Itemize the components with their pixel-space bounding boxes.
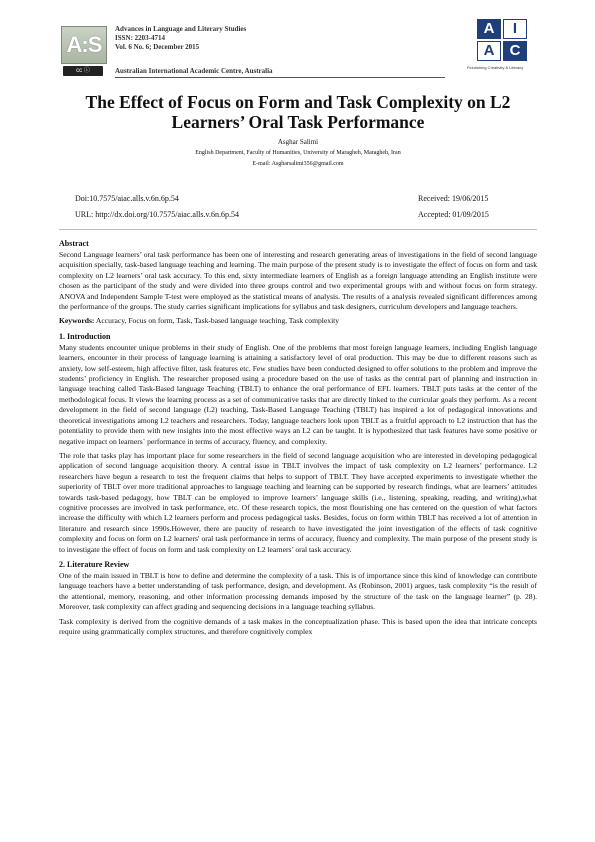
section-heading: 1. Introduction — [59, 331, 111, 341]
section-heading: 2. Literature Review — [59, 559, 130, 569]
doi-text[interactable]: Doi:10.7575/aiac.alls.v.6n.6p.54 — [75, 194, 179, 203]
keywords-label: Keywords: — [59, 316, 95, 326]
paragraph: Task complexity is derived from the cognitive demands of a task makes in the conceptualization phase. This is based upon the idea that intricate concepts require using grammatically complex structures, and therefore cognitively complex — [59, 616, 537, 636]
journal-issn: ISSN: 2203-4714 — [115, 34, 165, 42]
aiac-tagline: Flourishing Creativity & Literacy — [467, 65, 524, 70]
paragraph: The role that tasks play has important place for some researchers in the field of second language acquisition who are interested in developing pedagogical application of second language acquisition theory. A central issue in TBLT involves the impact of task complexity on L2 learners’ performance. L2 researchers have begun a research to test the frequent claims that helps to support of TBLT. They have accepted experiments to investigate whether the superiority of TBLT over more traditional approaches to language teaching and learning can be supported by research findings, what are learners’ attitudes towards task-based pedagogy, how TBLT can be employed to improve learners’ language skills (i.e., listening, speaking, reading, and writing),what cognitive processes are involved in task performance, etc. Of these research topics, the most flourishing one has centered on the question of what factors increase the difficulty with which L2 learners perform and process pedagogical tasks. Besides, focus on form within TBLT has received a lot of attention in literature and research since 1990s.However, there are paucity of research to have investigated the joint investigation of the effects of task cognitive complexity and focus on form on L2 learners' oral task performance in terms of accuracy, fluency and complexity. The main purpose of the present study is to investigate the effect of focus on form and task complexity on L2 learners’ oral task accuracy. — [59, 450, 537, 554]
article-title: The Effect of Focus on Form and Task Complexity on L2 Learners’ Oral Task Performance — [85, 92, 511, 132]
publisher-name: Australian International Academic Centre, Australia — [115, 67, 273, 75]
journal-name: Advances in Language and Literary Studies — [115, 25, 247, 33]
article-body — [59, 238, 537, 641]
accepted-date: Accepted: 01/09/2015 — [418, 210, 489, 219]
license-badge[interactable]: cc ⓘ — [63, 66, 103, 76]
journal-info — [115, 25, 246, 52]
journal-header — [59, 22, 537, 80]
header-divider — [115, 77, 445, 78]
keywords-line — [59, 316, 537, 326]
abstract-text: Second Language learners’ oral task performance has been one of interesting and research generating areas of investigations in the field of second language acquisition specially, task-based language teaching and learning. The main purpose of the present study is to investigate the effect of focus on form and task complexity on L2 learners’ oral task accuracy. To this end, sixty intermediate learners of English as a foreign language attending an English institute were chosen as the participant of the study and were divided into three groups control and two experimental groups with and without focus on form strategy. ANOVA and Independent Sample T-test were employed as the statistical means of analysis. The results of a analysis revealed significant differences among the performance of the groups. The study carries significant implications for syllabus and task designers, curriculum developers and language teachers. — [59, 250, 537, 312]
abstract-heading: Abstract — [59, 239, 89, 248]
author-affiliation: English Department, Faculty of Humanities, University of Maragheh, Maragheh, Iran — [195, 150, 401, 156]
meta-divider — [59, 229, 537, 230]
paragraph: Many students encounter unique problems in their study of English. One of the problems that most foreign language learners, including English language learners, encounter in their process of language learning is attaining a satisfactory level of oral production. This may be due to different reasons such as anxiety, low self-esteem, high affective filter, task features etc. Few studies have been conducted designed to offer solutions to the problem and improve the students’ proficiency in English. The researcher proposed using a procedure based on the use of tasks as the central part of planning and instruction in language teaching called Task-Based language Teaching (TBLT) to enhance the oral performance of EFL learners. TBLT puts tasks at the center of the methodological focus. It views the learning process as a set of communicative tasks that are directly linked to the curricular goals they perform. As a recent development in the field of second language (L2) teaching, Task-Based Language Teaching (TBLT) has inspired a lot of pedagogical innovations and theoretical investigations among L2 teachers and researchers. Today, language teachers look upon TBLT as a fruitful approach to L2 instruction that has the potentiality to provide them with new insights into the most effective ways an L2 can be taught. It is hypothesized that task features have some positive or negative impact on learners` performance in terms of accuracy, fluency, and complexity. — [59, 342, 537, 446]
journal-logo: A:S — [61, 26, 107, 64]
aiac-letter: A — [477, 19, 501, 39]
url-link[interactable]: URL: http://dx.doi.org/10.7575/aiac.alls.v.6n.6p.54 — [75, 210, 239, 219]
paragraph: One of the main issued in TBLT is how to define and determine the complexity of a task. This is of importance since this kind of knowledge can contribute language teachers have a better understanding of task performance, design, and development. As (Robinson, 2001) argues, task complexity “is the result of the attentional, memory, reasoning, and other information processing demands imposed by the structure of the task on the language learner” (p. 28). Moreover, task complexity can affect grading and sequencing decisions in a language teaching syllabus. — [59, 570, 537, 612]
journal-volume: Vol. 6 No. 6; December 2015 — [115, 43, 200, 51]
aiac-letter: C — [503, 41, 527, 61]
received-date: Received: 19/06/2015 — [418, 194, 489, 203]
author-email[interactable]: E-mail: Asgharsalimi356@gmail.com — [252, 161, 344, 167]
aiac-letter: I — [503, 19, 527, 39]
keywords-list: Accuracy, Focus on form, Task, Task-based language teaching, Task complexity — [95, 316, 340, 326]
aiac-logo — [477, 19, 529, 63]
author-name: Asghar Salimi — [277, 138, 319, 146]
aiac-letter: A — [477, 41, 501, 61]
